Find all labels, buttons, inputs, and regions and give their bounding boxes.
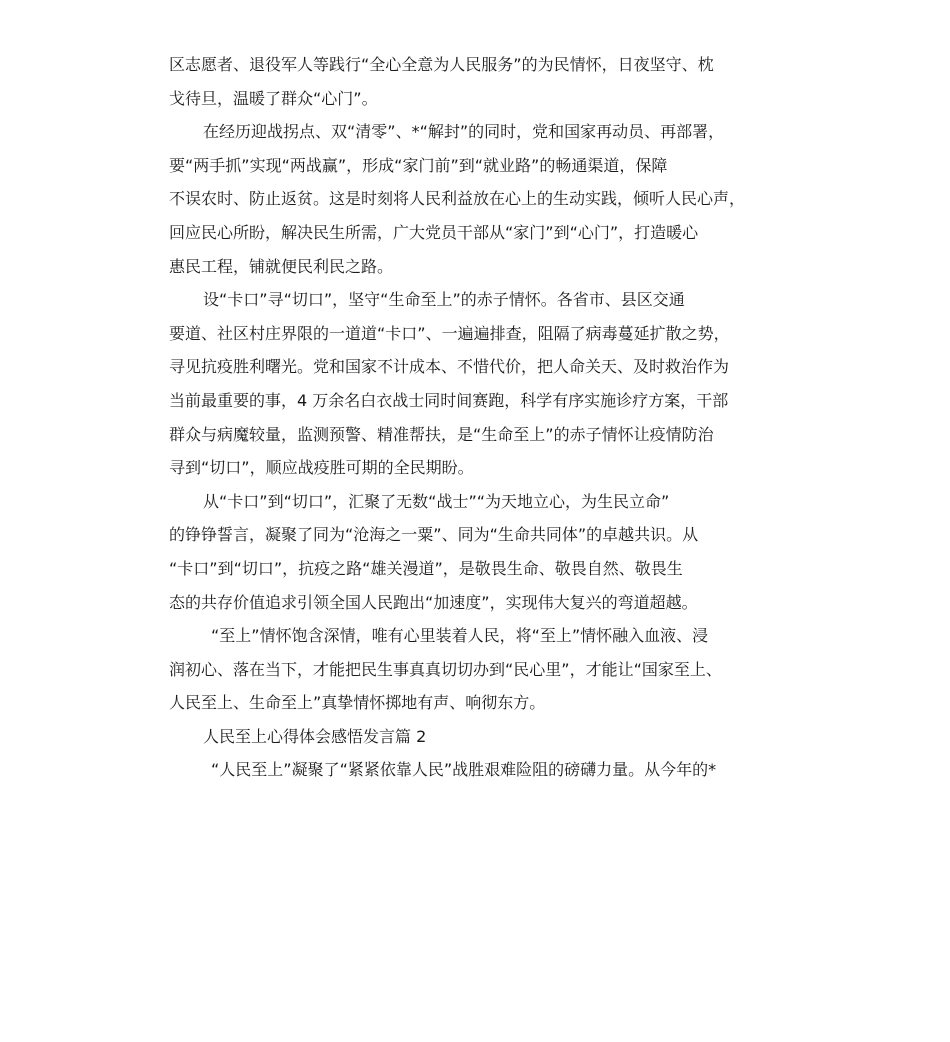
text-line: 回应民心所盼，解决民生所需，广大党员干部从“家门”到“心门”，打造暖心 xyxy=(169,222,699,242)
text-line: 戈待旦，温暖了群众“心门”。 xyxy=(169,88,378,108)
text-line: 惠民工程，铺就便民利民之路。 xyxy=(169,256,394,276)
text-line: “卡口”到“切口”，抗疫之路“雄关漫道”，是敬畏生命、敬畏自然、敬畏生 xyxy=(169,558,683,578)
text-line: 寻见抗疫胜利曙光。党和国家不计成本、不惜代价，把人命关天、及时救治作为 xyxy=(169,357,730,377)
text-line: 润初心、落在当下，才能把民生事真真切切办到“民心里”，才能让“国家至上、 xyxy=(169,659,722,679)
text-line: 寻到“切口”，顺应战疫胜可期的全民期盼。 xyxy=(169,458,474,478)
text-line: 当前最重要的事，4 万余名白衣战士同时间赛跑，科学有序实施诊疗方案，干部 xyxy=(169,390,729,410)
text-line: 区志愿者、退役军人等践行“全心全意为人民服务”的为民情怀，日夜坚守、枕 xyxy=(169,55,714,74)
paragraph-start-line: “至上”情怀饱含深情，唯有心里装着人民，将“至上”情怀融入血液、浸 xyxy=(211,626,709,646)
text-line: 要“两手抓”实现“两战赢”，形成“家门前”到“就业路”的畅通渠道，保障 xyxy=(169,155,668,175)
text-line: 的铮铮誓言，凝聚了同为“沧海之一粟”、同为“生命共同体”的卓越共识。从 xyxy=(169,525,699,545)
text-line: 态的共存价值追求引领全国人民跑出“加速度”，实现伟大复兴的弯道超越。 xyxy=(169,592,698,612)
paragraph-start-line: “人民至上”凝聚了“紧紧依靠人民”战胜艰难险阻的磅礴力量。从今年的* xyxy=(211,760,717,780)
text-line: 要道、社区村庄界限的一道道“卡口”、一遍遍排查，阻隔了病毒蔓延扩散之势， xyxy=(169,323,730,343)
section-heading: 人民至上心得体会感悟发言篇 2 xyxy=(203,726,427,746)
paragraph-start-line: 设“卡口”寻“切口”，坚守“生命至上”的赤子情怀。各省市、县区交通 xyxy=(203,290,685,310)
paragraph-start-line: 从“卡口”到“切口”，汇聚了无数“战士”“为天地立心，为生民立命” xyxy=(203,491,670,511)
text-line: 人民至上、生命至上”真挚情怀掷地有声、响彻东方。 xyxy=(169,693,546,713)
text-line: 群众与病魔较量，监测预警、精准帮扶，是“生命至上”的赤子情怀让疫情防治 xyxy=(169,424,714,444)
paragraph-start-line: 在经历迎战拐点、双“清零”、*“解封”的同时，党和国家再动员、再部署， xyxy=(203,122,725,142)
text-line: 不误农时、防止返贫。这是时刻将人民利益放在心上的生动实践，倾听人民心声， xyxy=(169,189,746,209)
document-body xyxy=(169,48,809,787)
